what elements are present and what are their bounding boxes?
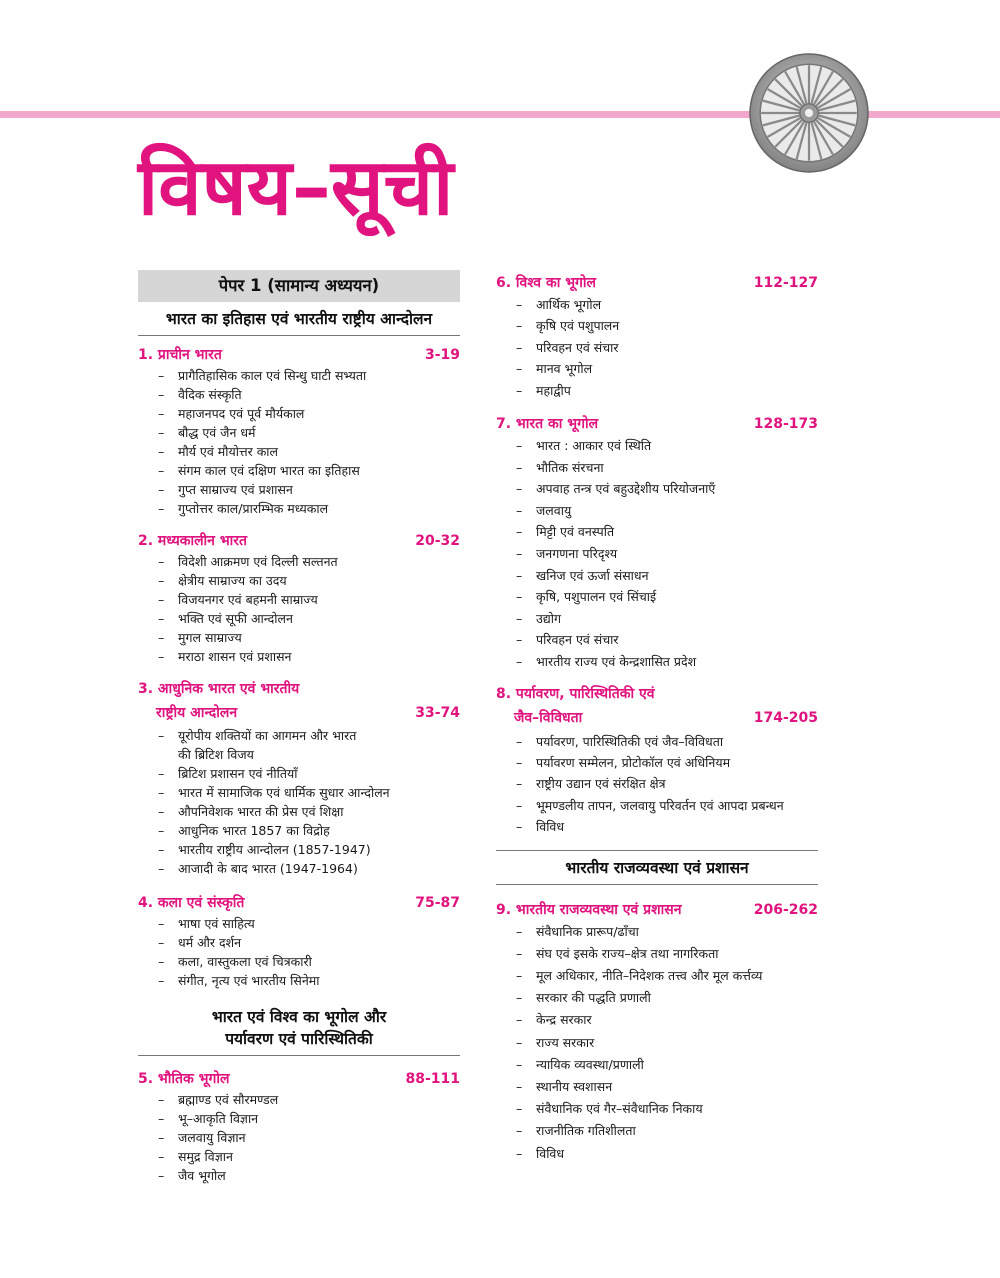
list-item: – यूरोपीय शक्तियों का आगमन और भारत bbox=[158, 726, 460, 745]
list-item: – भाषा एवं साहित्य bbox=[158, 914, 460, 933]
page-title: विषय–सूची bbox=[138, 143, 454, 233]
list-item: – ब्रह्माण्ड एवं सौरमण्डल bbox=[158, 1090, 460, 1109]
chapter-title-line: जैव–विविधता bbox=[514, 709, 583, 726]
list-item: – भू–आकृति विज्ञान bbox=[158, 1109, 460, 1128]
topic-list bbox=[138, 552, 460, 666]
topic-list bbox=[138, 366, 460, 518]
list-item: – आजादी के बाद भारत (1947-1964) bbox=[158, 859, 460, 878]
list-item: – संगीत, नृत्य एवं भारतीय सिनेमा bbox=[158, 971, 460, 990]
topic-list bbox=[496, 294, 818, 401]
chapter-title[interactable]: 7. भारत का भूगोल bbox=[496, 416, 599, 433]
paper-label: पेपर 1 (सामान्य अध्ययन) bbox=[138, 270, 460, 302]
chapter-6 bbox=[496, 272, 818, 401]
topic-list bbox=[138, 1090, 460, 1185]
list-item: – कृषि, पशुपालन एवं सिंचाई bbox=[516, 586, 818, 608]
list-item: – जनगणना परिदृश्य bbox=[516, 543, 818, 565]
list-item: – जैव भूगोल bbox=[158, 1166, 460, 1185]
chapter-title[interactable]: 1. प्राचीन भारत bbox=[138, 347, 222, 363]
list-item: – राजनीतिक गतिशीलता bbox=[516, 1120, 818, 1142]
list-item: – संघ एवं इसके राज्य–क्षेत्र तथा नागरिकता bbox=[516, 943, 818, 965]
chapter-5 bbox=[138, 1068, 460, 1185]
chapter-title-line: 8. पर्यावरण, पारिस्थितिकी एवं bbox=[496, 685, 655, 702]
list-item: – भारतीय राज्य एवं केन्द्रशासित प्रदेश bbox=[516, 651, 818, 673]
list-item: – पर्यावरण सम्मेलन, प्रोटोकॉल एवं अधिनियम bbox=[516, 752, 818, 773]
chapter-pages: 174-205 bbox=[753, 709, 818, 726]
list-item: – धर्म और दर्शन bbox=[158, 933, 460, 952]
chapter-title[interactable]: 5. भौतिक भूगोल bbox=[138, 1071, 230, 1087]
topic-list bbox=[496, 731, 818, 838]
list-item: – कला, वास्तुकला एवं चित्रकारी bbox=[158, 952, 460, 971]
list-item: – जलवायु विज्ञान bbox=[158, 1128, 460, 1147]
topic-list bbox=[138, 726, 460, 764]
list-item: – भौतिक संरचना bbox=[516, 457, 818, 479]
chapter-8 bbox=[496, 683, 818, 838]
list-item: – उद्योग bbox=[516, 608, 818, 630]
chapter-2 bbox=[138, 530, 460, 666]
chapter-title[interactable] bbox=[138, 678, 299, 724]
list-item: – बौद्ध एवं जैन धर्म bbox=[158, 423, 460, 442]
list-item: – भूमण्डलीय तापन, जलवायु परिवर्तन एवं आपदा प्रबन्धन bbox=[516, 795, 818, 816]
section-history: भारत का इतिहास एवं भारतीय राष्ट्रीय आन्दोलन bbox=[138, 302, 460, 336]
chapter-7 bbox=[496, 413, 818, 673]
list-item: – विजयनगर एवं बहमनी साम्राज्य bbox=[158, 590, 460, 609]
list-item: – वैदिक संस्कृति bbox=[158, 385, 460, 404]
section-line: पर्यावरण एवं पारिस्थितिकी bbox=[225, 1030, 373, 1048]
section-line: भारत एवं विश्व का भूगोल और bbox=[211, 1008, 387, 1026]
list-item: – स्थानीय स्वशासन bbox=[516, 1076, 818, 1098]
list-item: – कृषि एवं पशुपालन bbox=[516, 315, 818, 336]
list-item: – आर्थिक भूगोल bbox=[516, 294, 818, 315]
topic-list bbox=[138, 764, 460, 878]
chapter-title-line: 3. आधुनिक भारत एवं भारतीय bbox=[138, 681, 300, 697]
list-item: – विविध bbox=[516, 816, 818, 837]
list-item: – मिट्टी एवं वनस्पति bbox=[516, 521, 818, 543]
chapter-pages: 33-74 bbox=[415, 705, 460, 721]
chapter-pages: 75-87 bbox=[415, 895, 460, 911]
chapter-3 bbox=[138, 678, 460, 878]
list-item: – आधुनिक भारत 1857 का विद्रोह bbox=[158, 821, 460, 840]
section-geography bbox=[138, 1000, 460, 1056]
list-item: – संवैधानिक एवं गैर–संवैधानिक निकाय bbox=[516, 1098, 818, 1120]
list-item: – क्षेत्रीय साम्राज्य का उदय bbox=[158, 571, 460, 590]
list-item: – प्रागैतिहासिक काल एवं सिन्धु घाटी सभ्यता bbox=[158, 366, 460, 385]
list-item: – भारत : आकार एवं स्थिति bbox=[516, 435, 818, 457]
list-item: की ब्रिटिश विजय bbox=[178, 747, 254, 762]
list-item: – गुप्तोत्तर काल/प्रारम्भिक मध्यकाल bbox=[158, 499, 460, 518]
ashoka-chakra-icon bbox=[748, 52, 870, 174]
chapter-pages: 20-32 bbox=[415, 533, 460, 549]
list-item: – संगम काल एवं दक्षिण भारत का इतिहास bbox=[158, 461, 460, 480]
list-item: – परिवहन एवं संचार bbox=[516, 629, 818, 651]
chapter-pages: 206-262 bbox=[753, 901, 818, 918]
list-item: – सरकार की पद्धति प्रणाली bbox=[516, 987, 818, 1009]
list-item: – गुप्त साम्राज्य एवं प्रशासन bbox=[158, 480, 460, 499]
list-item: – भारत में सामाजिक एवं धार्मिक सुधार आन्दोलन bbox=[158, 783, 460, 802]
chapter-pages: 128-173 bbox=[753, 416, 818, 433]
list-item: – मराठा शासन एवं प्रशासन bbox=[158, 647, 460, 666]
topic-list bbox=[496, 435, 818, 673]
list-item: – पर्यावरण, पारिस्थितिकी एवं जैव–विविधता bbox=[516, 731, 818, 752]
list-item: – औपनिवेशक भारत की प्रेस एवं शिक्षा bbox=[158, 802, 460, 821]
chapter-1 bbox=[138, 344, 460, 518]
list-item: – महाजनपद एवं पूर्व मौर्यकाल bbox=[158, 404, 460, 423]
contents-left-column bbox=[138, 270, 460, 1185]
list-item: – परिवहन एवं संचार bbox=[516, 337, 818, 358]
section-polity: भारतीय राजव्यवस्था एवं प्रशासन bbox=[496, 850, 818, 885]
chapter-pages: 112-127 bbox=[753, 275, 818, 291]
list-item: – मुगल साम्राज्य bbox=[158, 628, 460, 647]
list-item: – समुद्र विज्ञान bbox=[158, 1147, 460, 1166]
topic-list bbox=[138, 914, 460, 990]
list-item: – भक्ति एवं सूफी आन्दोलन bbox=[158, 609, 460, 628]
list-item: – राज्य सरकार bbox=[516, 1032, 818, 1054]
chapter-title[interactable]: 2. मध्यकालीन भारत bbox=[138, 533, 248, 549]
chapter-pages: 3-19 bbox=[424, 347, 460, 363]
list-item: – मौर्य एवं मौयोत्तर काल bbox=[158, 442, 460, 461]
list-item: – राष्ट्रीय उद्यान एवं संरक्षित क्षेत्र bbox=[516, 773, 818, 794]
list-item: – न्यायिक व्यवस्था/प्रणाली bbox=[516, 1054, 818, 1076]
list-item: – विदेशी आक्रमण एवं दिल्ली सल्तनत bbox=[158, 552, 460, 571]
chapter-title-line: राष्ट्रीय आन्दोलन bbox=[156, 705, 238, 721]
list-item: – भारतीय राष्ट्रीय आन्दोलन (1857-1947) bbox=[158, 840, 460, 859]
list-item: – अपवाह तन्त्र एवं बहुउद्देशीय परियोजनाएँ bbox=[516, 478, 818, 500]
chapter-title[interactable]: 6. विश्व का भूगोल bbox=[496, 275, 597, 291]
list-item: – जलवायु bbox=[516, 500, 818, 522]
list-item: – महाद्वीप bbox=[516, 380, 818, 401]
topic-list bbox=[496, 921, 818, 1165]
contents-right-column bbox=[496, 270, 818, 1165]
list-item: – संवैधानिक प्रारूप/ढाँचा bbox=[516, 921, 818, 943]
list-item: – मूल अधिकार, नीति–निदेशक तत्त्व और मूल कर्त्तव्य bbox=[516, 965, 818, 987]
list-item: – मानव भूगोल bbox=[516, 358, 818, 379]
chapter-4 bbox=[138, 892, 460, 990]
list-item: – विविध bbox=[516, 1143, 818, 1165]
list-item: – ब्रिटिश प्रशासन एवं नीतियाँ bbox=[158, 764, 460, 783]
chapter-pages: 88-111 bbox=[405, 1071, 460, 1087]
chapter-title[interactable]: 4. कला एवं संस्कृति bbox=[138, 895, 245, 911]
chapter-9 bbox=[496, 899, 818, 1165]
list-item: – खनिज एवं ऊर्जा संसाधन bbox=[516, 565, 818, 587]
list-item: – केन्द्र सरकार bbox=[516, 1009, 818, 1031]
chapter-title[interactable]: 9. भारतीय राजव्यवस्था एवं प्रशासन bbox=[496, 901, 682, 918]
chapter-title[interactable] bbox=[496, 683, 655, 729]
